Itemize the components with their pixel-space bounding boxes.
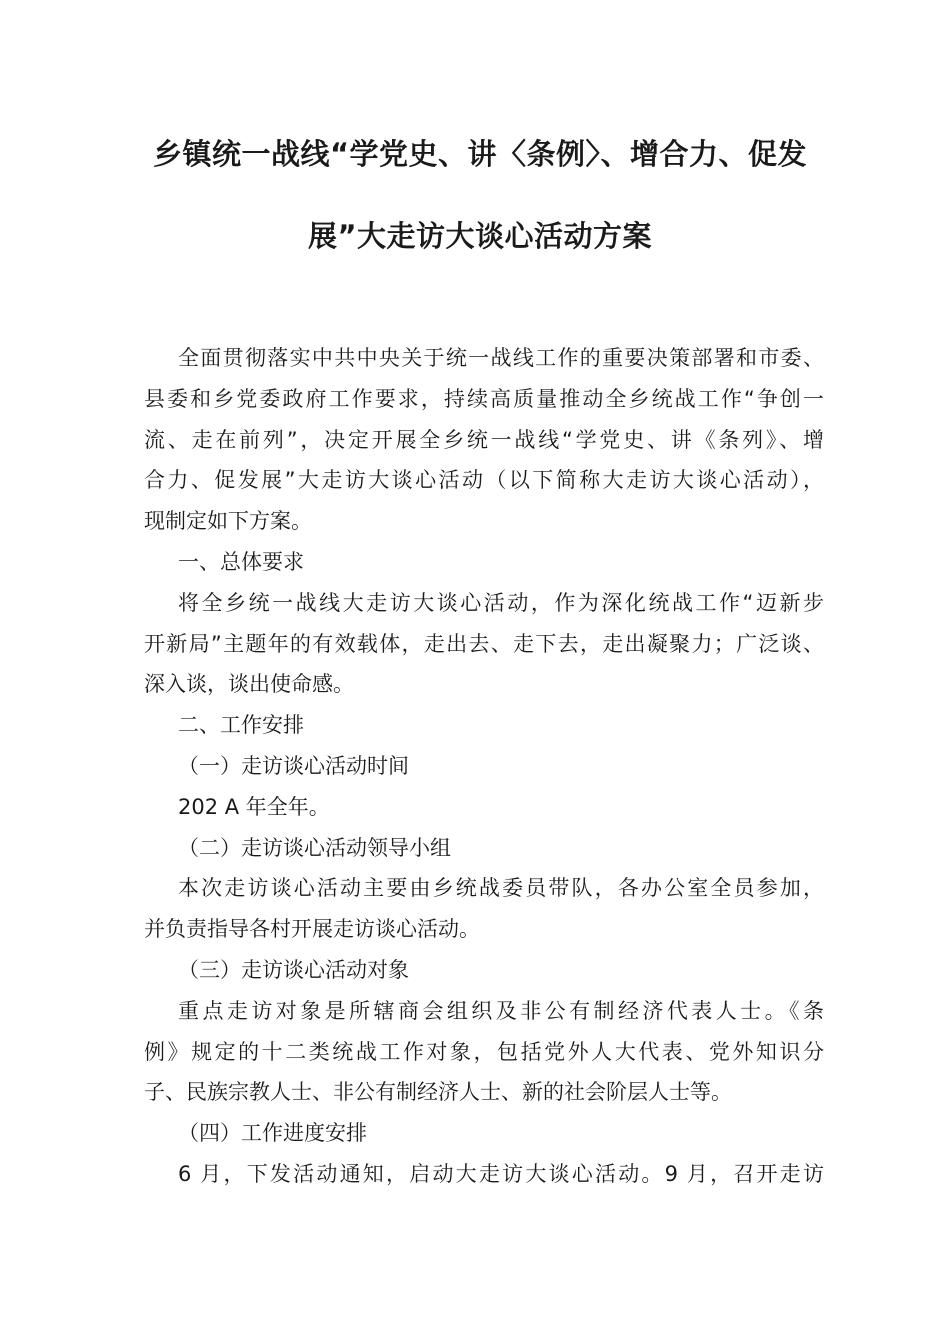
body-line: 202 A 年全年。: [178, 794, 330, 819]
body-line: 现制定如下方案。: [144, 509, 312, 534]
body-line: 合力、促发展”大走访大谈心活动（以下简称大走访大谈心活动），: [144, 468, 824, 493]
body-line: 并负责指导各村开展走访谈心活动。: [144, 917, 480, 942]
body-line: 重点走访对象是所辖商会组织及非公有制经济代表人士。《条: [178, 998, 824, 1023]
document-title-line-2: 展”大走访大谈心活动方案: [307, 219, 653, 253]
body-line: 本次走访谈心活动主要由乡统战委员带队，各办公室全员参加，: [178, 876, 824, 901]
document-title-line-1: 乡镇统一战线“学党史、讲〈条例〉、增合力、促发: [152, 137, 808, 171]
body-line: 6 月，下发活动通知，启动大走访大谈心活动。9 月，召开走访: [178, 1161, 824, 1186]
body-line: 子、民族宗教人士、非公有制经济人士、新的社会阶层人士等。: [144, 1080, 732, 1105]
body-line: 县委和乡党委政府工作要求，持续高质量推动全乡统战工作“争创一: [144, 386, 824, 411]
section-heading: 一、总体要求: [178, 549, 304, 574]
body-line: 深入谈，谈出使命感。: [144, 672, 354, 697]
body-line: 全面贯彻落实中共中央关于统一战线工作的重要决策部署和市委、: [178, 346, 824, 370]
subsection-heading: （二）走访谈心活动领导小组: [178, 835, 451, 860]
subsection-heading: （四）工作进度安排: [178, 1121, 367, 1146]
body-line: 开新局”主题年的有效载体，走出去、走下去，走出凝聚力；广泛谈、: [144, 631, 824, 656]
document-body: [144, 338, 824, 1195]
body-line: 例》规定的十二类统战工作对象，包括党外人大代表、党外知识分: [144, 1039, 824, 1064]
subsection-heading: （三）走访谈心活动对象: [178, 957, 409, 982]
subsection-heading: （一）走访谈心活动时间: [178, 753, 409, 778]
section-heading: 二、工作安排: [178, 713, 304, 738]
body-line: 流、走在前列”，决定开展全乡统一战线“学党史、讲《条列》、增: [144, 427, 824, 452]
body-line: 将全乡统一战线大走访大谈心活动，作为深化统战工作“迈新步: [178, 590, 824, 615]
